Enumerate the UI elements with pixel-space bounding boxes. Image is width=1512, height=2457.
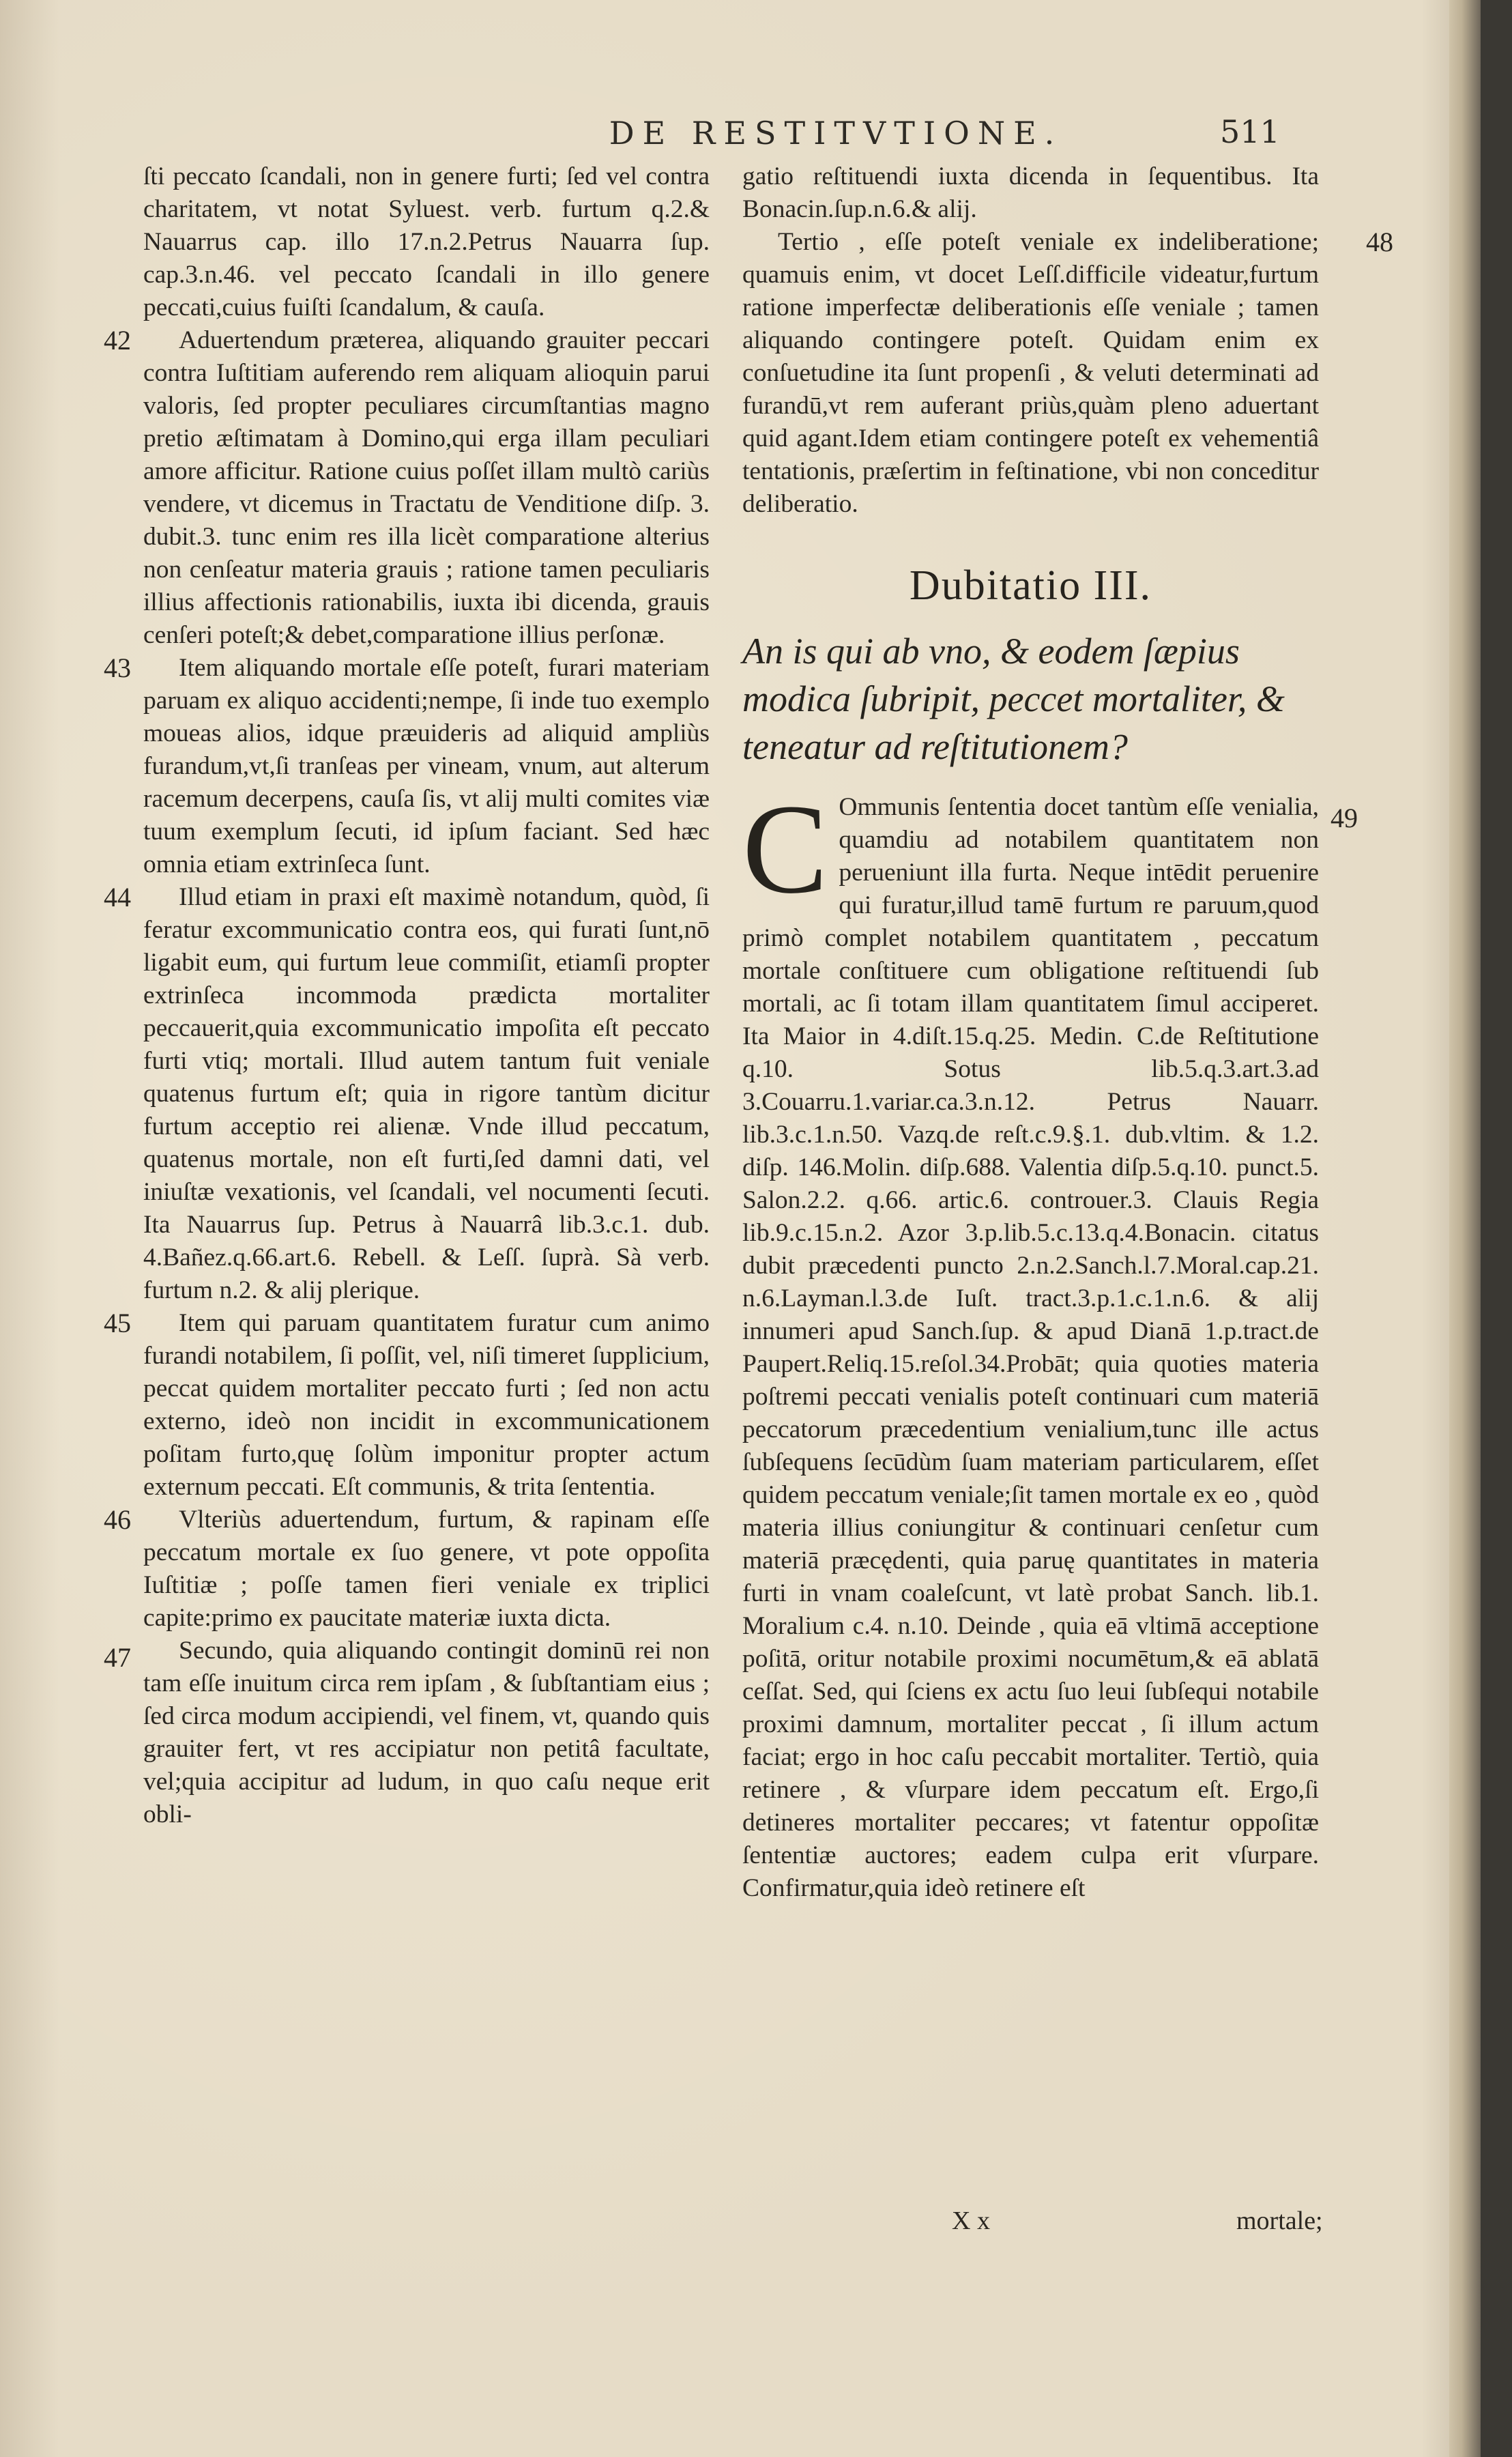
paragraph-number: 49 — [1331, 803, 1358, 833]
paragraph — [104, 652, 710, 881]
signature-mark: X x — [952, 2207, 990, 2235]
paragraph-number: 42 — [104, 325, 131, 356]
page-number: 511 — [1220, 113, 1280, 150]
paragraph-number: 48 — [1366, 227, 1393, 257]
paragraph-text: Item aliquando mortale eſſe poteſt, furari materiam paruam ex aliquo accidenti;nempe, ſi inde tuo exemplo moueas alios, idque præuideris ad aliquid ampliùs furandum,vt,ſi tranſeas per vineam, vnum, aut alterum racemum decerpens, cauſa ſis, vt alij multi comites viæ tuum exemplum ſecuti, id ipſum faciant. Sed hæc omnia etiam extrinſeca ſunt. — [143, 654, 710, 878]
paragraph — [104, 881, 710, 1307]
paragraph-number: 44 — [104, 882, 131, 913]
paragraph-text: Vlteriùs aduertendum, furtum, & rapinam eſſe peccatum mortale ex ſuo genere, vt pote oppoſita Iuſtitiæ ; poſſe tamen fieri veniale ex triplici capite:primo ex paucitate materiæ iuxta dicta. — [143, 1506, 710, 1632]
left-column — [104, 160, 710, 1831]
drop-cap: C — [742, 777, 828, 920]
paragraph — [742, 226, 1393, 521]
paragraph — [104, 1504, 710, 1635]
catchword: mortale; — [1236, 2207, 1323, 2235]
page-edge — [1449, 0, 1481, 2457]
paragraph-number: 43 — [104, 652, 131, 683]
paragraph: ſti peccato ſcandali, non in genere furti; ſed vel contra charitatem, vt notat Syluest. verb. furtum q.2.& Nauarrus cap. illo 17.n.2.Petrus Nauarra ſup. cap.3.n.46. vel peccato ſcandali in illo genere peccati,cuius fuiſti ſcandalum, & cauſa. — [143, 162, 710, 321]
right-column — [742, 160, 1393, 1905]
running-head: DE RESTITVTIONE. — [609, 115, 1063, 152]
paragraph-number: 45 — [104, 1308, 131, 1338]
section-heading: Dubitatio III. — [909, 562, 1152, 609]
paragraph-text: Item qui paruam quantitatem furatur cum animo furandi notabilem, ſi poſſit, vel, niſi timeret ſupplicium, peccat quidem mortaliter peccato furti ; ſed non actu externo, ideò non incidit in excommunicationem poſitam furto,quę ſolùm imponitur propter actum externum peccati. Eſt communis, & trita ſententia. — [143, 1309, 710, 1501]
paragraph-text: Aduertendum præterea, aliquando grauiter peccari contra Iuſtitiam auferendo rem aliquam alioquin parui valoris, ſed propter peculiares circumſtantias magno pretio æſtimatam à Domino,qui erga illam peculiari amore afficitur. Ratione cuius poſſet illam multò cariùs vendere, vt dicemus in Tractatu de Venditione diſp. 3. dubit.3. tunc enim res illa licèt comparatione alterius non cenſeatur materia grauis ; ratione tamen peculiaris illius affectionis rationabilis, iuxta ibi dicenda, grauis cenſeri poteſt;& debet,comparatione illius perſonæ. — [143, 326, 710, 649]
paragraph-text: Ommunis ſententia docet tantùm eſſe venialia, quamdiu ad notabilem quantitatem non perueniunt illa furta. Neque intēdit peruenire qui furatur,illud tamē furtum re paruum,quod primò complet notabilem quantitatem , peccatum mortale conſtituere cum obligatione reſtituendi ſub mortali, ac ſi totam illam quantitatem ſimul acciperet. Ita Maior in 4.diſt.15.q.25. Medin. C.de Reſtitutione q.10. Sotus lib.5.q.3.art.3.ad 3.Couarru.1.variar.ca.3.n.12. Petrus Nauarr. lib.3.c.1.n.50. Vazq.de reſt.c.9.§.1. dub.vltim. & 1.2. diſp. 146.Molin. diſp.688. Valentia diſp.5.q.10. punct.5. Salon.2.2. q.66. artic.6. controuer.3. Clauis Regia lib.9.c.15.n.2. Azor 3.p.lib.5.c.13.q.4.Bonacin. citatus dubit præcedenti puncto 2.n.2.Sanch.l.7.Moral.cap.21. n.6.Layman.l.3.de Iuſt. tract.3.p.1.c.1.n.6. & alij innumeri apud Sanch.ſup. & apud Dianā 1.p.tract.de Paupert.Reliq.15.reſol.34.Probāt; quia quoties materia poſtremi peccati venialis poteſt continuari cum materiā peccatorum præcedentium venialium,tunc ille actus ſubſequens ſecūdùm ſuam materiam particularem, eſſet quidem peccatum veniale;ſit tamen mortale ex eo , quòd materia illius coniungitur & continuari cenſetur cum materiā præcędenti, quia paruę quantitates in materia furti in vnam coaleſcunt, vt latè probat Sanch. lib.1. Moralium c.4. n.10. Deinde , quia eā vltimā acceptione poſitā, oritur notabile proximi nocumētum,& eā ablatā ceſſat. Sed, qui ſciens ex actu ſuo leui ſubſequi notabile proximi damnum, mortaliter peccat , ſi illum actum faciat; ergo in hoc caſu peccabit mortaliter. Tertiò, quia retinere , & vſurpare idem peccatum eſt. Ergo,ſi detineres mortaliter peccares; vt fatentur oppoſitæ ſententiæ auctores; eadem culpa erit vſurpare. Confirmatur,quia ideò retinere eſt — [742, 793, 1319, 1902]
paragraph-text: Illud etiam in praxi eſt maximè notandum, quòd, ſi feratur excommunicatio contra eos, qui furati ſunt,nō ligabit eum, qui furtum leue commiſit, etiamſi propter extrinſeca incommoda prædicta mortaliter peccauerit,quia excommunicatio impoſita eſt peccato furti vtiq; mortali. Illud autem tantum fuit veniale quatenus furtum eſt; quia in rigore tantùm dicitur furtum acceptio rei alienæ. Vnde illud peccatum, quatenus mortale, non eſt furti,ſed damni dati, vel iniuſtæ vexationis, vel ſcandali, vel nocumenti ſecuti. Ita Nauarrus ſup. Petrus à Nauarrâ lib.3.c.1. dub. 4.Bañez.q.66.art.6. Rebell. & Leſſ. ſuprà. Sà verb. furtum n.2. & alij plerique. — [143, 883, 710, 1304]
paragraph — [104, 324, 710, 652]
paragraph — [742, 777, 1358, 1905]
paragraph-number: 47 — [104, 1642, 131, 1673]
paragraph — [104, 1635, 710, 1831]
paragraph — [104, 1307, 710, 1504]
paragraph-number: 46 — [104, 1504, 131, 1535]
paragraph-text: Secundo, quia aliquando contingit dominū rei non tam eſſe inuitum circa rem ipſam , & ſubſtantiam eius ; ſed circa modum accipiendi, vel finem, vt, quando quis grauiter fert, vt res accipiatur non petitâ facultate, vel;quia accipitur ad ludum, in quo caſu neque erit obli- — [143, 1637, 710, 1828]
section-question: An is qui ab vno, & eodem ſæpius modica ſubripit, peccet mortaliter, & teneatur ad reſtitutionem? — [742, 631, 1285, 767]
paragraph-text: Tertio , eſſe poteſt veniale ex indeliberatione; quamuis enim, vt docet Leſſ.difficile videatur,furtum ratione imperfectæ deliberationis eſſe veniale ; tamen aliquando contingere poteſt. Quidam enim ex conſuetudine ita ſunt propenſi , & veluti determinati ad furandū,vt rem auferant priùs,quàm pleno aduertant quid agant.Idem etiam contingere poteſt ex vehementiâ tentationis, præſertim in feſtinatione, vbi non conceditur deliberatio. — [742, 228, 1319, 518]
paragraph: gatio reſtituendi iuxta dicenda in ſequentibus. Ita Bonacin.ſup.n.6.& alij. — [742, 162, 1319, 223]
